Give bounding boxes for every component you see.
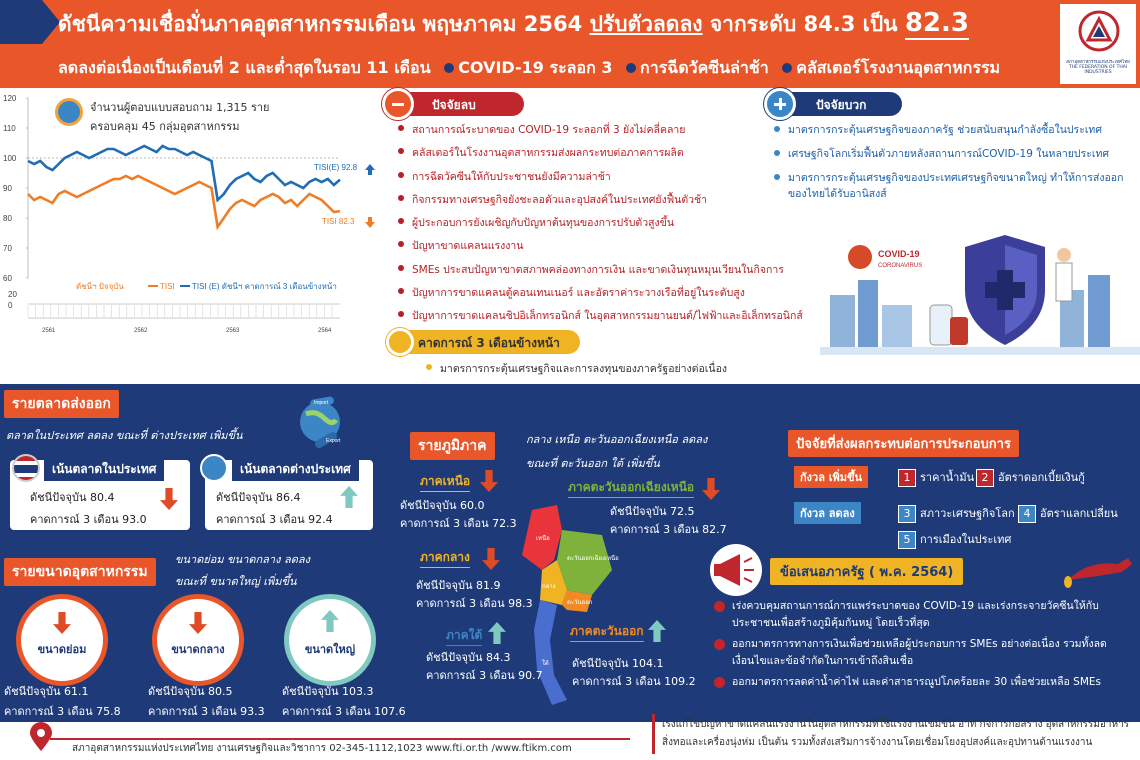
domestic-current: ดัชนีปัจจุบัน 80.4	[30, 491, 115, 504]
year-label: 2564	[318, 328, 332, 334]
proposal-text: ออกมาตรการทางการเงินเพื่อช่วยเหลือผู้ประกอบการ SMEs อย่างต่อเนื่อง รวมทั้งลดเงื่อนไขและข้อจำกัดในการเข้าถึงสินเชื่อ	[732, 638, 1107, 667]
region-east-current: ดัชนีปัจจุบัน 104.1	[572, 657, 664, 670]
title-value: 82.3	[904, 8, 969, 38]
domestic-title: เน้นตลาดในประเทศ	[44, 458, 164, 481]
year-label: 2563	[226, 328, 240, 334]
globe-label-import: Import	[314, 400, 329, 406]
fuel-nozzle-icon	[1058, 550, 1134, 590]
bullet-icon	[714, 677, 725, 688]
proposal-text: ออกมาตรการลดค่าน้ำค่าไฟ และค่าสาธารณูปโภคร้อยละ 30 เพื่อช่วยเหลือ SMEs	[732, 676, 1101, 688]
mini-axis-tick: 0	[8, 301, 13, 310]
region-east-name: ภาคตะวันออก	[570, 622, 644, 642]
region-note-1: กลาง เหนือ ตะวันออกเฉียงเหนือ ลดลง	[526, 433, 708, 446]
list-item: ผู้ประกอบการยังเผชิญกับปัญหาต้นทุนของการปรับตัวสูงขึ้น	[398, 214, 738, 237]
y-tick-label: 60	[3, 274, 12, 283]
region-north-name: ภาคเหนือ	[420, 472, 470, 492]
logo-caption: สภาอุตสาหกรรมแห่งประเทศไทย THE FEDERATION OF THAI INDUSTRIES	[1066, 60, 1130, 75]
size-medium-forecast: คาดการณ์ 3 เดือน 93.3	[148, 705, 265, 718]
covid-label: COVID-19	[878, 249, 920, 259]
forecast-icon	[386, 328, 414, 356]
number-badge: 3	[898, 505, 916, 523]
size-large-current: ดัชนีปัจจุบัน 103.3	[282, 685, 374, 698]
reason-cluster: คลัสเตอร์โรงงานอุตสาหกรรม	[796, 58, 1001, 77]
end-label-tisi: TISI 82.3	[322, 217, 355, 226]
tisi-line-chart	[0, 92, 380, 352]
end-label-tisi-e: TISI(E) 92.8	[314, 163, 358, 172]
region-central-forecast: คาดการณ์ 3 เดือน 98.3	[416, 597, 533, 610]
proposal-item-4: เร่งแก้ไขปัญหาขาดแคลนแรงงานในอุตสาหกรรมที่ใช้แรงงานเข้มข้น อาทิ กิจการก่อสร้าง อุตสาหกรรมอาหาร สิ่งทอและเครื่องนุ่งห่ม เป็นต้น รวมทั้งส่งเสริมการจ้างงานโดยเชื่อมโยงอุปสงค์และอุปทานด้านแรงงาน	[662, 719, 1130, 748]
globe-icon	[292, 392, 348, 448]
fti-logo-icon	[1078, 10, 1120, 52]
list-item: การฉีดวัคซีนให้กับประชาชนยังมีความล่าช้า	[398, 168, 738, 191]
map-label-east: ตะวันออก	[567, 600, 593, 606]
forecast-title: คาดการณ์ 3 เดือนข้างหน้า	[388, 330, 580, 354]
megaphone-icon	[706, 542, 766, 598]
page-subtitle	[58, 56, 1000, 81]
map-label-central: กลาง	[542, 584, 556, 590]
impact-item-text: ราคาน้ำมัน	[920, 471, 975, 484]
respondents-coverage: ครอบคลุม 45 กลุ่มอุตสาหกรรม	[90, 120, 240, 133]
year-label: 2561	[42, 328, 56, 334]
number-badge: 4	[1018, 505, 1036, 523]
map-label-north: เหนือ	[536, 536, 550, 542]
foreign-title: เน้นตลาดต่างประเทศ	[232, 458, 359, 481]
plus-icon	[764, 88, 796, 120]
negative-factors-title: ปัจจัยลบ	[384, 92, 524, 116]
size-small-label: ขนาดย่อม	[37, 643, 87, 656]
region-south-name: ภาคใต้	[446, 626, 482, 646]
proposal-bar	[652, 714, 655, 754]
proposal-list	[714, 598, 1134, 691]
arrow-down-icon	[365, 217, 375, 228]
page-title	[58, 8, 969, 41]
worry-up-tag: กังวล เพิ่มขึ้น	[794, 466, 868, 488]
map-label-northeast: ตะวันออกเฉียงเหนือ	[567, 556, 619, 562]
globe-label-export: Export	[326, 438, 341, 444]
bullet-icon	[782, 63, 792, 73]
list-item	[714, 674, 1134, 691]
size-large-label: ขนาดใหญ่	[304, 643, 356, 656]
covid-shield-illustration	[820, 235, 1140, 355]
thai-flag-icon	[12, 454, 40, 482]
region-south-current: ดัชนีปัจจุบัน 84.3	[426, 651, 511, 664]
number-badge: 1	[898, 469, 916, 487]
region-north-current: ดัชนีปัจจุบัน 60.0	[400, 499, 485, 512]
impact-item-text: อัตราแลกเปลี่ยน	[1040, 507, 1118, 520]
list-item: สถานการณ์ระบาดของ COVID-19 ระลอกที่ 3 ยังไม่คลี่คลาย	[398, 121, 738, 144]
world-icon	[200, 454, 228, 482]
legend-current-label: ดัชนีฯ ปัจจุบัน	[76, 282, 124, 291]
list-item	[714, 598, 1134, 632]
region-east-forecast: คาดการณ์ 3 เดือน 109.2	[572, 675, 696, 688]
size-large-forecast: คาดการณ์ 3 เดือน 107.6	[282, 705, 406, 718]
region-northeast-forecast: คาดการณ์ 3 เดือน 82.7	[610, 523, 727, 536]
proposal-text: เร่งควบคุมสถานการณ์การแพร่ระบาดของ COVID-19 และเร่งกระจายวัคซีนให้กับประชาชนเพื่อสร้างภูมิคุ้มกันหมู่ โดยเร็วที่สุด	[732, 600, 1099, 629]
location-pin-icon	[30, 722, 52, 752]
number-badge: 2	[976, 469, 994, 487]
region-south-forecast: คาดการณ์ 3 เดือน 90.7	[426, 669, 543, 682]
size-note-2: ขณะที่ ขนาดใหญ่ เพิ่มขึ้น	[175, 575, 297, 588]
title-from: จากระดับ 84.3 เป็น	[709, 12, 898, 36]
series-line-tisi-e	[28, 146, 340, 200]
legend-label-tisi: TISI	[160, 282, 175, 291]
impact-item-text: อัตราดอกเบี้ยเงินกู้	[998, 471, 1085, 484]
positive-factors-list	[774, 122, 1136, 210]
impact-item	[898, 530, 1011, 549]
impact-item	[1018, 504, 1118, 523]
bullet-icon	[444, 63, 454, 73]
region-central-name: ภาคกลาง	[420, 548, 470, 568]
positive-factors-title: ปัจจัยบวก	[766, 92, 902, 116]
export-title: รายตลาดส่งออก	[4, 390, 119, 418]
reason-vaccine: การฉีดวัคซีนล่าช้า	[640, 58, 769, 77]
bullet-icon	[626, 63, 636, 73]
impact-item-text: การเมืองในประเทศ	[920, 533, 1012, 546]
reason-covid: COVID-19 ระลอก 3	[458, 58, 613, 77]
footer-line	[50, 738, 630, 740]
title-direction: ปรับตัวลดลง	[589, 12, 703, 36]
list-item: เศรษฐกิจโลกเริ่มฟื้นตัวภายหลังสถานการณ์COVID-19 ในหลายประเทศ	[774, 146, 1136, 162]
list-item: คลัสเตอร์ในโรงงานอุตสาหกรรมส่งผลกระทบต่อภาคการผลิต	[398, 144, 738, 167]
region-note-2: ขณะที่ ตะวันออก ใต้ เพิ่มขึ้น	[526, 457, 660, 470]
list-item: กิจกรรมทางเศรษฐกิจยังชะลอตัวและอุปสงค์ในประเทศยังฟื้นตัวช้า	[398, 191, 738, 214]
list-item	[714, 636, 1134, 670]
list-item: มาตรการกระตุ้นเศรษฐกิจของภาครัฐ ช่วยสนับสนุนกำลังซื้อในประเทศ	[774, 122, 1136, 138]
impact-item	[898, 504, 1015, 523]
subtitle-text: ลดลงต่อเนื่องเป็นเดือนที่ 2 และต่ำสุดในรอบ 11 เดือน	[58, 58, 431, 77]
negative-factors-list	[398, 121, 803, 331]
size-title: รายขนาดอุตสาหกรรม	[4, 558, 156, 586]
y-tick-label: 100	[3, 154, 17, 163]
impact-item	[976, 468, 1085, 487]
footer-text: สภาอุตสาหกรรมแห่งประเทศไทย งานเศรษฐกิจและวิชาการ 02-345-1112,1023 www.fti.or.th /www.ftikm.com	[72, 743, 572, 754]
size-small-forecast: คาดการณ์ 3 เดือน 75.8	[4, 705, 121, 718]
domestic-forecast: คาดการณ์ 3 เดือน 93.0	[30, 513, 147, 526]
list-item: SMEs ประสบปัญหาขาดสภาพคล่องทางการเงิน และขาดเงินทุนหมุนเวียนในกิจการ	[398, 261, 738, 284]
impact-title: ปัจจัยที่ส่งผลกระทบต่อการประกอบการ	[788, 430, 1019, 457]
list-item: ปัญหาขาดแคลนแรงงาน	[398, 237, 738, 260]
size-small-current: ดัชนีปัจจุบัน 61.1	[4, 685, 89, 698]
list-item: ปัญหาการขาดแคลนตู้คอนเทนเนอร์ และอัตราค่าระวางเรือที่อยู่ในระดับสูง	[398, 284, 738, 307]
y-tick-label: 110	[3, 124, 16, 133]
respondents-count: จำนวนผู้ตอบแบบสอบถาม 1,315 ราย	[90, 101, 270, 114]
y-tick-label: 80	[3, 214, 12, 223]
size-note-1: ขนาดย่อม ขนาดกลาง ลดลง	[175, 553, 310, 566]
map-label-south: ใต้	[542, 661, 549, 667]
title-prefix: ดัชนีความเชื่อมั่นภาคอุตสาหกรรมเดือน พฤษภาคม 2564	[58, 12, 583, 36]
arrow-up-icon	[365, 164, 375, 175]
worry-down-tag: กังวล ลดลง	[794, 502, 861, 524]
foreign-forecast: คาดการณ์ 3 เดือน 92.4	[216, 513, 333, 526]
y-tick-label: 120	[3, 94, 17, 103]
minus-icon	[382, 88, 414, 120]
foreign-current: ดัชนีปัจจุบัน 86.4	[216, 491, 301, 504]
list-item: มาตรการกระตุ้นเศรษฐกิจของประเทศเศรษฐกิจขนาดใหญ่ ทำให้การส่งออกของไทยได้รับอานิสงส์	[774, 170, 1136, 202]
bullet-icon	[714, 639, 725, 650]
impact-item-text: สภาวะเศรษฐกิจโลก	[920, 507, 1015, 520]
export-note: ตลาดในประเทศ ลดลง ขณะที่ ต่างประเทศ เพิ่มขึ้น	[6, 429, 243, 442]
mini-axis-tick: 20	[8, 290, 17, 299]
proposal-title: ข้อเสนอภาครัฐ ( พ.ค. 2564)	[770, 558, 963, 585]
number-badge: 5	[898, 531, 916, 549]
impact-item	[898, 468, 974, 487]
y-tick-label: 90	[3, 184, 12, 193]
region-northeast-current: ดัชนีปัจจุบัน 72.5	[610, 505, 695, 518]
list-item: มาตรการกระตุ้นเศรษฐกิจและการลงทุนของภาครัฐอย่างต่อเนื่อง	[426, 360, 1046, 384]
region-north-forecast: คาดการณ์ 3 เดือน 72.3	[400, 517, 517, 530]
covid-sublabel: CORONAVIRUS	[878, 263, 923, 269]
region-central-current: ดัชนีปัจจุบัน 81.9	[416, 579, 501, 592]
region-northeast-name: ภาคตะวันออกเฉียงเหนือ	[568, 478, 694, 498]
size-medium-current: ดัชนีปัจจุบัน 80.5	[148, 685, 233, 698]
region-title: รายภูมิภาค	[410, 432, 495, 460]
legend-label-tisi-e: TISI (E) ดัชนีฯ คาดการณ์ 3 เดือนข้างหน้า	[192, 282, 337, 291]
size-medium-label: ขนาดกลาง	[171, 643, 225, 656]
y-tick-label: 70	[3, 244, 12, 253]
bullet-icon	[714, 601, 725, 612]
list-item: ปัญหาการขาดแคลนชิปอิเล็กทรอนิกส์ ในอุตสาหกรรมยานยนต์/ไฟฟ้าและอิเล็กทรอนิกส์	[398, 307, 738, 330]
year-label: 2562	[134, 328, 148, 334]
